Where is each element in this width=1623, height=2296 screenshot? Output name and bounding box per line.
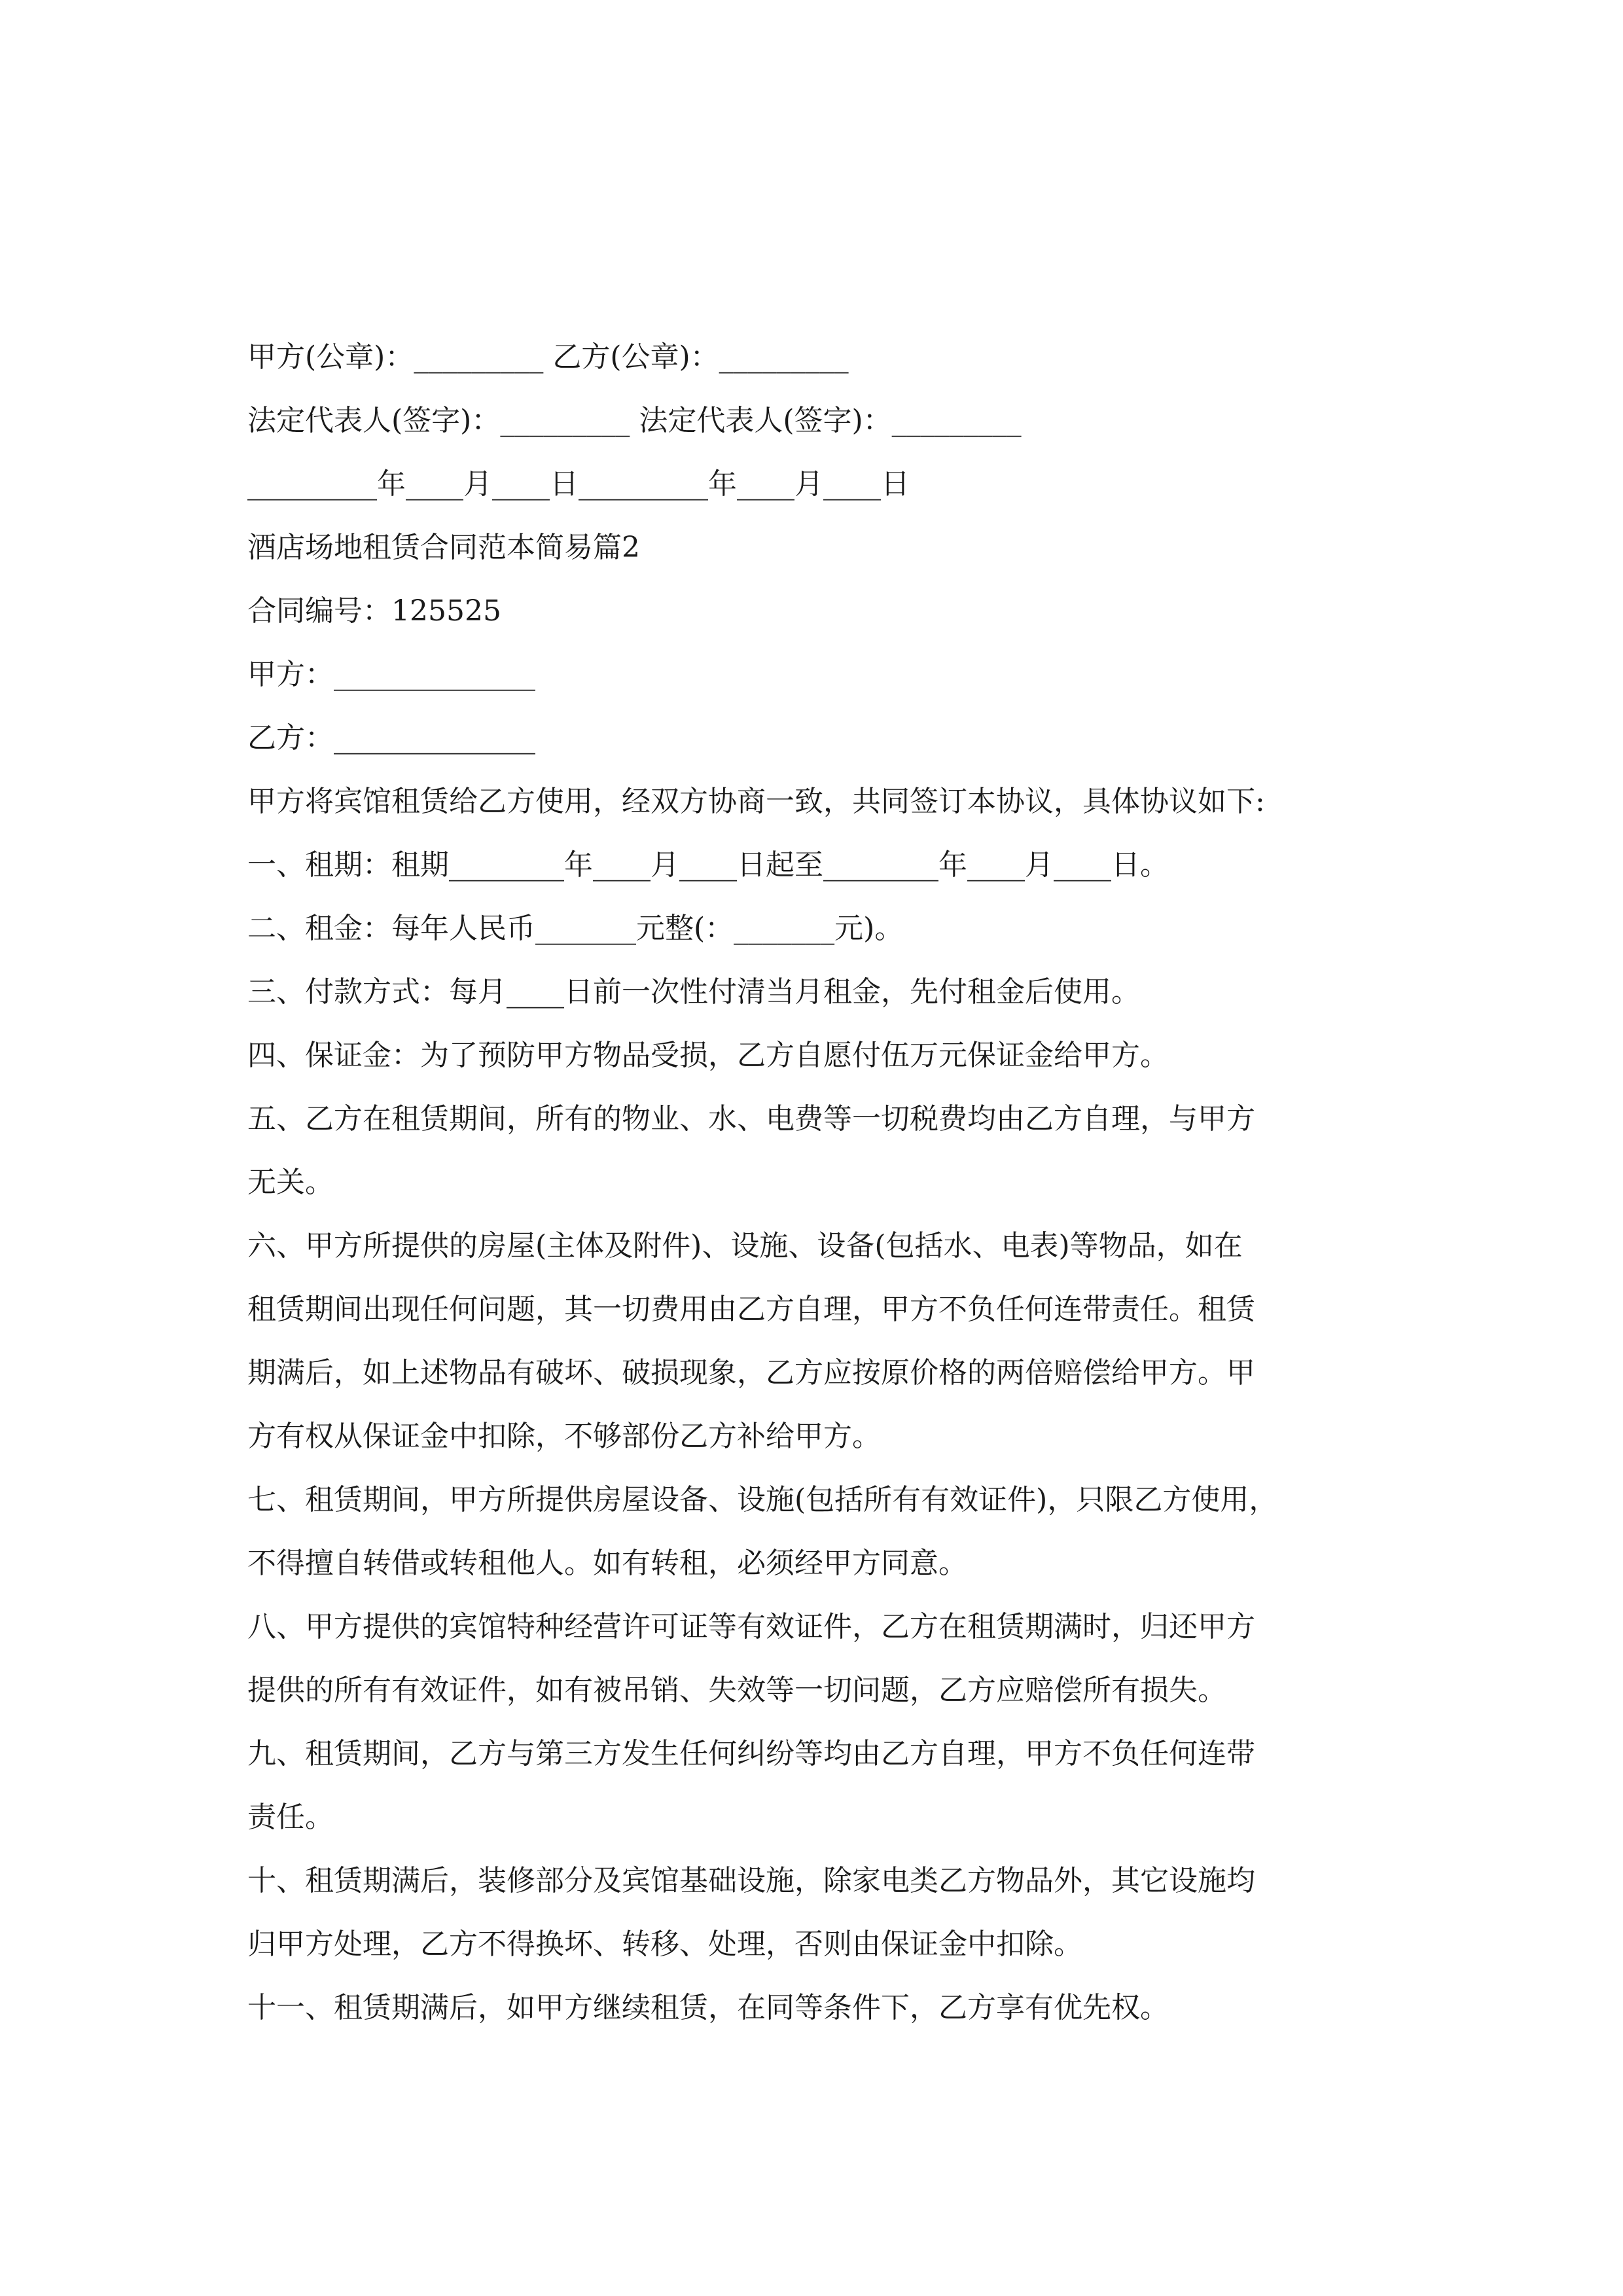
contract-number: 合同编号：125525	[247, 594, 501, 628]
clause-5-line: 无关。	[247, 1166, 334, 1199]
clause-9-line: 责任。	[247, 1801, 334, 1834]
clause-11-line: 十一、租赁期满后，如甲方继续租赁，在同等条件下，乙方享有优先权。	[247, 1991, 1169, 2024]
clause-1-term: 一、租期：租期________年____月____日起至________年____月____日。	[247, 848, 1169, 882]
clause-10-line: 归甲方处理，乙方不得换坏、转移、处理，否则由保证金中扣除。	[247, 1928, 1082, 1961]
clause-6-line: 租赁期间出现任何问题，其一切费用由乙方自理，甲方不负任何连带责任。租赁	[247, 1293, 1255, 1326]
signature-line-representatives: 法定代表人(签字)：_________ 法定代表人(签字)：_________	[247, 404, 1022, 437]
signature-line-dates: _________年____月____日_________年____月____日	[247, 467, 910, 501]
preamble: 甲方将宾馆租赁给乙方使用，经双方协商一致，共同签订本协议，具体协议如下:	[247, 785, 1265, 818]
clause-6-line: 期满后，如上述物品有破坏、破损现象，乙方应按原价格的两倍赔偿给甲方。甲	[247, 1356, 1255, 1390]
contract-text	[247, 325, 1386, 2039]
clause-8-line: 提供的所有有效证件，如有被吊销、失效等一切问题，乙方应赔偿所有损失。	[247, 1674, 1226, 1707]
clause-2-rent: 二、租金：每年人民币_______元整(：_______元)。	[247, 912, 904, 945]
clause-7-line: 不得擅自转借或转租他人。如有转租，必须经甲方同意。	[247, 1547, 967, 1580]
party-b-line: 乙方：______________	[247, 721, 535, 755]
clause-6-line: 方有权从保证金中扣除，不够部份乙方补给甲方。	[247, 1420, 881, 1453]
signature-line-seals: 甲方(公章)：_________ 乙方(公章)：_________	[247, 340, 849, 374]
section-title: 酒店场地租赁合同范本简易篇2	[247, 531, 640, 564]
clause-4-deposit: 四、保证金：为了预防甲方物品受损，乙方自愿付伍万元保证金给甲方。	[247, 1039, 1169, 1072]
clause-6-line: 六、甲方所提供的房屋(主体及附件)、设施、设备(包括水、电表)等物品，如在	[247, 1229, 1243, 1263]
clause-8-line: 八、甲方提供的宾馆特种经营许可证等有效证件，乙方在租赁期满时，归还甲方	[247, 1610, 1255, 1643]
clause-10-line: 十、租赁期满后，装修部分及宾馆基础设施，除家电类乙方物品外，其它设施均	[247, 1864, 1255, 1897]
clause-9-line: 九、租赁期间，乙方与第三方发生任何纠纷等均由乙方自理，甲方不负任何连带	[247, 1737, 1255, 1770]
clause-5-line: 五、乙方在租赁期间，所有的物业、水、电费等一切税费均由乙方自理，与甲方	[247, 1102, 1255, 1136]
party-a-line: 甲方：______________	[247, 658, 535, 691]
clause-3-payment: 三、付款方式：每月____日前一次性付清当月租金，先付租金后使用。	[247, 975, 1140, 1009]
clause-7-line: 七、租赁期间，甲方所提供房屋设备、设施(包括所有有效证件)，只限乙方使用，	[247, 1483, 1278, 1516]
